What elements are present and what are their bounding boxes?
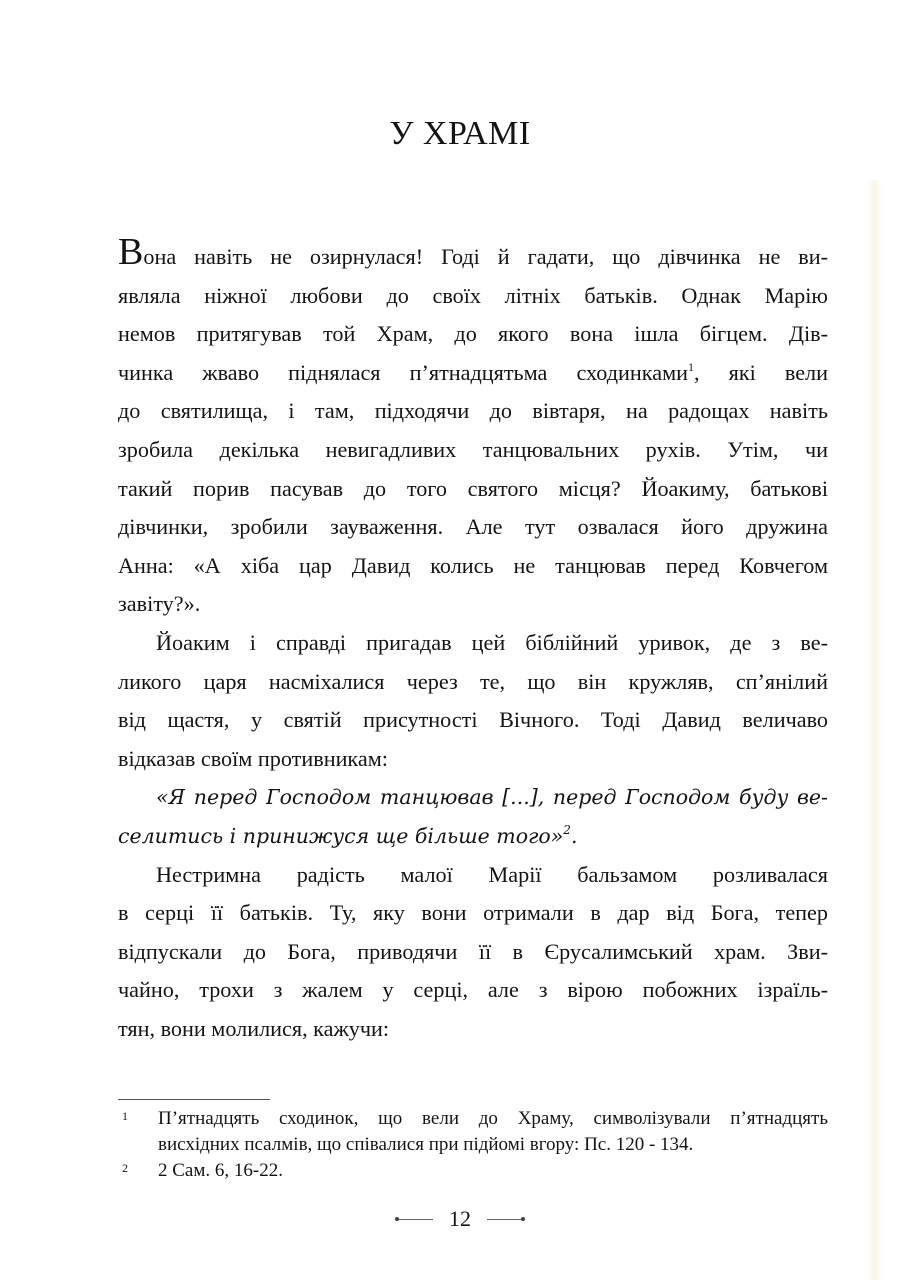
text-line: завіту?».	[118, 591, 201, 617]
quote-line: селитись і принижуся ще більше того»$^2$.	[118, 822, 578, 848]
text-line: ликого царя насміхалися через те, що він кружляв, сп’янілий	[118, 668, 828, 694]
page-gutter-shade	[868, 180, 882, 1280]
text-line: Вона навіть не озирнулася! Годі й гадати, що дівчинка не ви-	[118, 231, 828, 273]
text-line: в серці її батьків. Ту, яку вони отримали в дар від Бога, тепер	[118, 900, 828, 926]
ornament-dash-right	[487, 1219, 523, 1220]
ornament-dash-left	[397, 1219, 433, 1220]
chapter-body	[118, 231, 828, 1048]
text-line: чинка жваво піднялася п’ятнадцятьма сходинками$^1$, які вели	[118, 359, 828, 385]
paragraph-1	[118, 231, 828, 624]
text-line: Анна: «А хіба цар Давид колись не танцював перед Ковчегом	[118, 552, 828, 578]
text-line: Нестримна радість малої Марії бальзамом розливалася	[156, 861, 828, 887]
text-line: Йоаким і справді пригадав цей біблійний уривок, де з ве-	[156, 629, 828, 655]
text-line: зробила декілька невигадливих танцювальних рухів. Утім, чи	[118, 436, 828, 462]
page-number: 12	[449, 1206, 471, 1231]
footnote-2	[118, 1158, 828, 1184]
text-line: дівчинки, зробили зауваження. Але тут озвалася його дружина	[118, 514, 828, 540]
text-line: від щастя, у святій присутності Вічного. Тоді Давид величаво	[118, 707, 828, 733]
footnote-ref-1[interactable]: 1	[687, 359, 694, 374]
text-line: відпускали до Бога, приводячи її в Єрусалимський храм. Зви-	[118, 938, 828, 964]
drop-cap: В	[118, 231, 144, 273]
paragraph-3	[118, 856, 828, 1049]
text-line: тян, вони молилися, кажучи:	[118, 1015, 390, 1041]
text-line: такий порив пасував до того святого місця? Йоакиму, батькові	[118, 475, 828, 501]
text-line: немов притягував той Храм, до якого вона ішла бігцем. Дів-	[118, 321, 828, 347]
footnote-number: 2	[122, 1161, 128, 1175]
footnote-number: 1	[122, 1109, 128, 1123]
quote-line: «Я перед Господом танцював [...], перед Господом буду ве-	[156, 785, 828, 810]
scripture-quote	[118, 778, 828, 855]
footnote-separator	[118, 1099, 270, 1100]
paragraph-2	[118, 624, 828, 778]
footnotes	[118, 1106, 828, 1184]
text-line: до святилища, і там, підходячи до вівтаря, на радощах навіть	[118, 398, 828, 424]
footnote-ref-2[interactable]: 2	[563, 822, 571, 837]
page-footer	[0, 1206, 920, 1232]
footnote-1	[118, 1106, 828, 1158]
footnote-line: П’ятнадцять сходинок, що вели до Храму, символізували п’ятнадцять	[158, 1108, 828, 1129]
footnote-line: 2 Сам. 6, 16-22.	[158, 1160, 283, 1181]
text-line: чайно, трохи з жалем у серці, але з вірою побожних ізраїль-	[118, 977, 828, 1003]
footnote-line: висхідних псалмів, що співалися при підйомі вгору: Пс. 120 - 134.	[158, 1134, 694, 1155]
text-line: відказав своїм противникам:	[118, 745, 388, 771]
chapter-title: У ХРАМІ	[389, 114, 531, 152]
text-line: являла ніжної любови до своїх літніх батьків. Однак Марію	[118, 282, 828, 308]
